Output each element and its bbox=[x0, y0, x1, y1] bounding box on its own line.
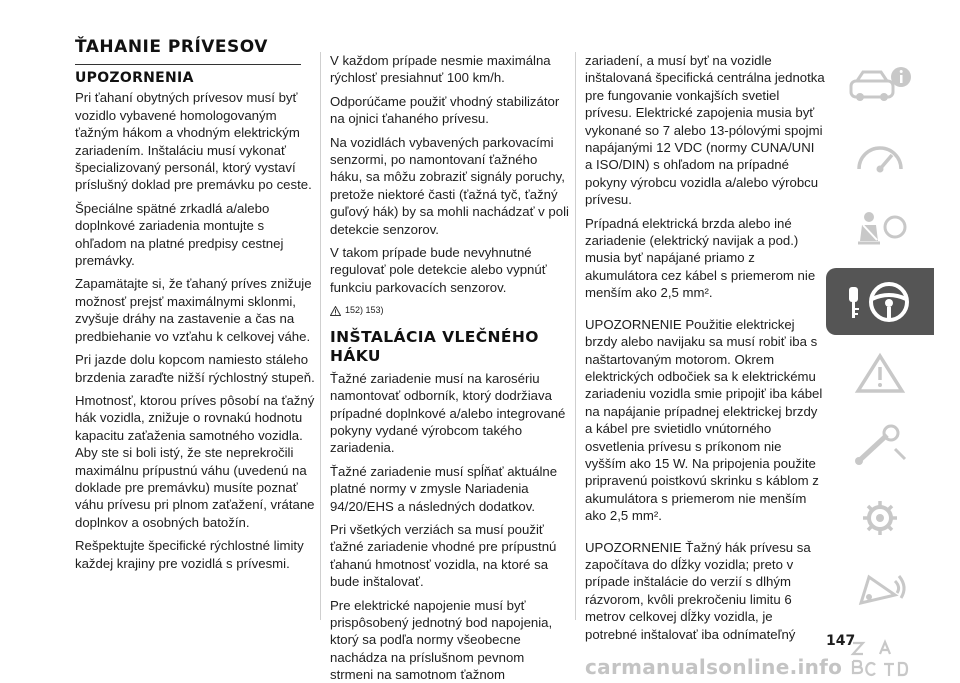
chapter-tabs bbox=[826, 52, 934, 683]
paragraph: zariadení, a musí byť na vozidle inštalovaná špecifická centrálna jednotka pre fungovanie vonkajších svetiel prívesu. Elektrické zapojenia musia byť vykonané so 7 alebo 13-pólovými spojmi napájanými 12 VDC (normy CUNA/UNI a ISO/DIN) s ohľadom na prípadné pokyny výrobcu vozidla a/alebo výrobcu prívesu. bbox=[585, 53, 825, 208]
paragraph: Hmotnosť, ktorou príves pôsobí na ťažný hák vozidla, znižuje o rovnakú hodnotu kapacitu zaťaženia samotného vozidla. Aby ste si boli istý, že ste neprekročili maximálnu prípustnú váhu (uvedenú na doklade pre premávku) musíte poznať váhu prívesu pri plnom zaťažení, vrátane doplnkov a osobných batožín. bbox=[75, 392, 315, 530]
chapter-tab-maintenance[interactable] bbox=[826, 412, 934, 479]
paragraph: Prípadná elektrická brzda alebo iné zariadenie (elektrický navijak a pod.) musia byť napájané priamo z akumulátora cez kábel s priemerom nie menším ako 2,5 mm². bbox=[585, 215, 816, 301]
page-number: 147 bbox=[826, 633, 856, 649]
alphabet-index-icon bbox=[845, 639, 915, 683]
wrench-car-icon bbox=[845, 423, 915, 469]
paragraph: Pri všetkých verziách sa musí použiť ťažné zariadenie vhodné pre prípustnú ťahanú hmotnosť vozidla, na ktoré sa bude inštalovať. bbox=[330, 521, 557, 590]
column-divider bbox=[575, 52, 576, 620]
gear-car-icon bbox=[845, 495, 915, 541]
warnings-heading: UPOZORNENIA bbox=[75, 70, 194, 86]
paragraph: Ťažné zariadenie musí spĺňať aktuálne platné normy v zmysle Nariadenia 94/20/EHS a následných dodatkov. bbox=[330, 463, 558, 514]
chapter-tab-emergency[interactable] bbox=[826, 340, 934, 407]
paragraph: Ťažné zariadenie musí na karosériu namontovať odborník, ktorý dodržiava prípadné doplnkové a/alebo integrované pokyny vydané výrobcom takého zariadenia. bbox=[330, 370, 566, 456]
paragraph: V takom prípade bude nevyhnutné regulovať pole detekcie alebo vypnúť funkciu parkovacích senzorov. bbox=[330, 245, 547, 295]
chapter-tab-dashboard[interactable] bbox=[826, 124, 934, 191]
paragraph: Na vozidlách vybavených parkovacími senzormi, po namontovaní ťažného háku, sa môžu zobraziť signály poruchy, pretože niektoré časti (ťažná tyč, ťažný guľový hák) by sa mohli nachádzať v poli detekcie senzorov. bbox=[330, 134, 569, 237]
paragraph: Rešpektujte špecifické rýchlostné limity každej krajiny pre vozidlá s prívesmi. bbox=[75, 538, 304, 571]
paragraph: Pri jazde dolu kopcom namiesto stáleho brzdenia zaraďte nižší rýchlostný stupeň. bbox=[75, 352, 315, 385]
key-steering-wheel-icon bbox=[845, 279, 915, 325]
chapter-tab-starting-driving[interactable] bbox=[826, 268, 934, 335]
chapter-tab-multimedia[interactable] bbox=[826, 556, 934, 623]
warning-triangle-icon bbox=[330, 306, 341, 316]
page-title: ŤAHANIE PRÍVESOV bbox=[75, 37, 268, 57]
column-3 bbox=[585, 52, 825, 649]
notice-paragraph: UPOZORNENIE Ťažný hák prívesu sa započítava do dĺžky vozidla; preto v prípade inštalácie do verzií s dlhým rázvorom, kvôli prekročeniu limitu 6 metrov celkovej dĺžky vozidla, je potrebné inštalovať iba odnímateľný bbox=[585, 539, 811, 642]
car-info-icon bbox=[845, 63, 915, 109]
dashboard-gauge-icon bbox=[845, 135, 915, 181]
section-heading: INŠTALÁCIA VLEČNÉHO HÁKU bbox=[330, 327, 539, 365]
multimedia-audio-icon bbox=[845, 567, 915, 613]
paragraph: Odporúčame použiť vhodný stabilizátor na ojnici ťahaného prívesu. bbox=[330, 93, 560, 127]
warning-triangle-car-icon bbox=[845, 351, 915, 397]
column-1 bbox=[75, 52, 315, 578]
paragraph: Pri ťahaní obytných prívesov musí byť vozidlo vybavené homologovaným ťažným hákom a vhodným elektrickým zariadením. Inštaláciu musí vykonať špecializovaný personál, ktorý vystaví príslušný doklad pre premávku po ceste. bbox=[75, 90, 312, 193]
paragraph: V každom prípade nesmie maximálna rýchlosť presiahnuť 100 km/h. bbox=[330, 53, 551, 86]
seatbelt-airbag-icon bbox=[845, 207, 915, 253]
paragraph: Zapamätajte si, že ťahaný príves znižuje možnosť prejsť maximálnymi sklonmi, zvyšuje dráhy na zastavenie a čas na predbiehanie vo vzťahu k celkovej váhe. bbox=[75, 276, 312, 344]
column-2 bbox=[330, 52, 570, 683]
paragraph: Pre elektrické napojenie musí byť prispôsobený jednotný bod napojenia, ktorý sa podľa normy všeobecne nachádza na príslušnom pevnom strmeni na samotnom ťažnom bbox=[330, 597, 553, 683]
watermark: carmanualsonline.info bbox=[585, 655, 843, 679]
chapter-tab-safety[interactable] bbox=[826, 196, 934, 263]
paragraph: Špeciálne spätné zrkadlá a/alebo doplnkové zariadenia montujte s ohľadom na platné predpisy cestnej premávky. bbox=[75, 200, 284, 269]
notice-paragraph: UPOZORNENIE Použitie elektrickej brzdy alebo navijaku sa musí robiť iba s naštartovaným motorom. Okrem elektrických odbočiek sa k elektrickému zariadeniu vozidla smie pripojiť iba kábel na napájanie prípadnej elektrickej brzdy a kábel pre svietidlo vnútorného osvetlenia prívesu s príkonom nie vyšším ako 15 W. Na pripojenia použite pripravenú poistkovú skrinku s káblom z akumulátora s priemerom nie menším ako 2,5 mm². bbox=[585, 316, 823, 524]
chapter-tab-technical-data[interactable] bbox=[826, 484, 934, 551]
note-references bbox=[330, 302, 570, 319]
note-numbers: 152) 153) bbox=[345, 305, 384, 316]
column-divider bbox=[320, 52, 321, 620]
chapter-tab-car-info[interactable] bbox=[826, 52, 934, 119]
